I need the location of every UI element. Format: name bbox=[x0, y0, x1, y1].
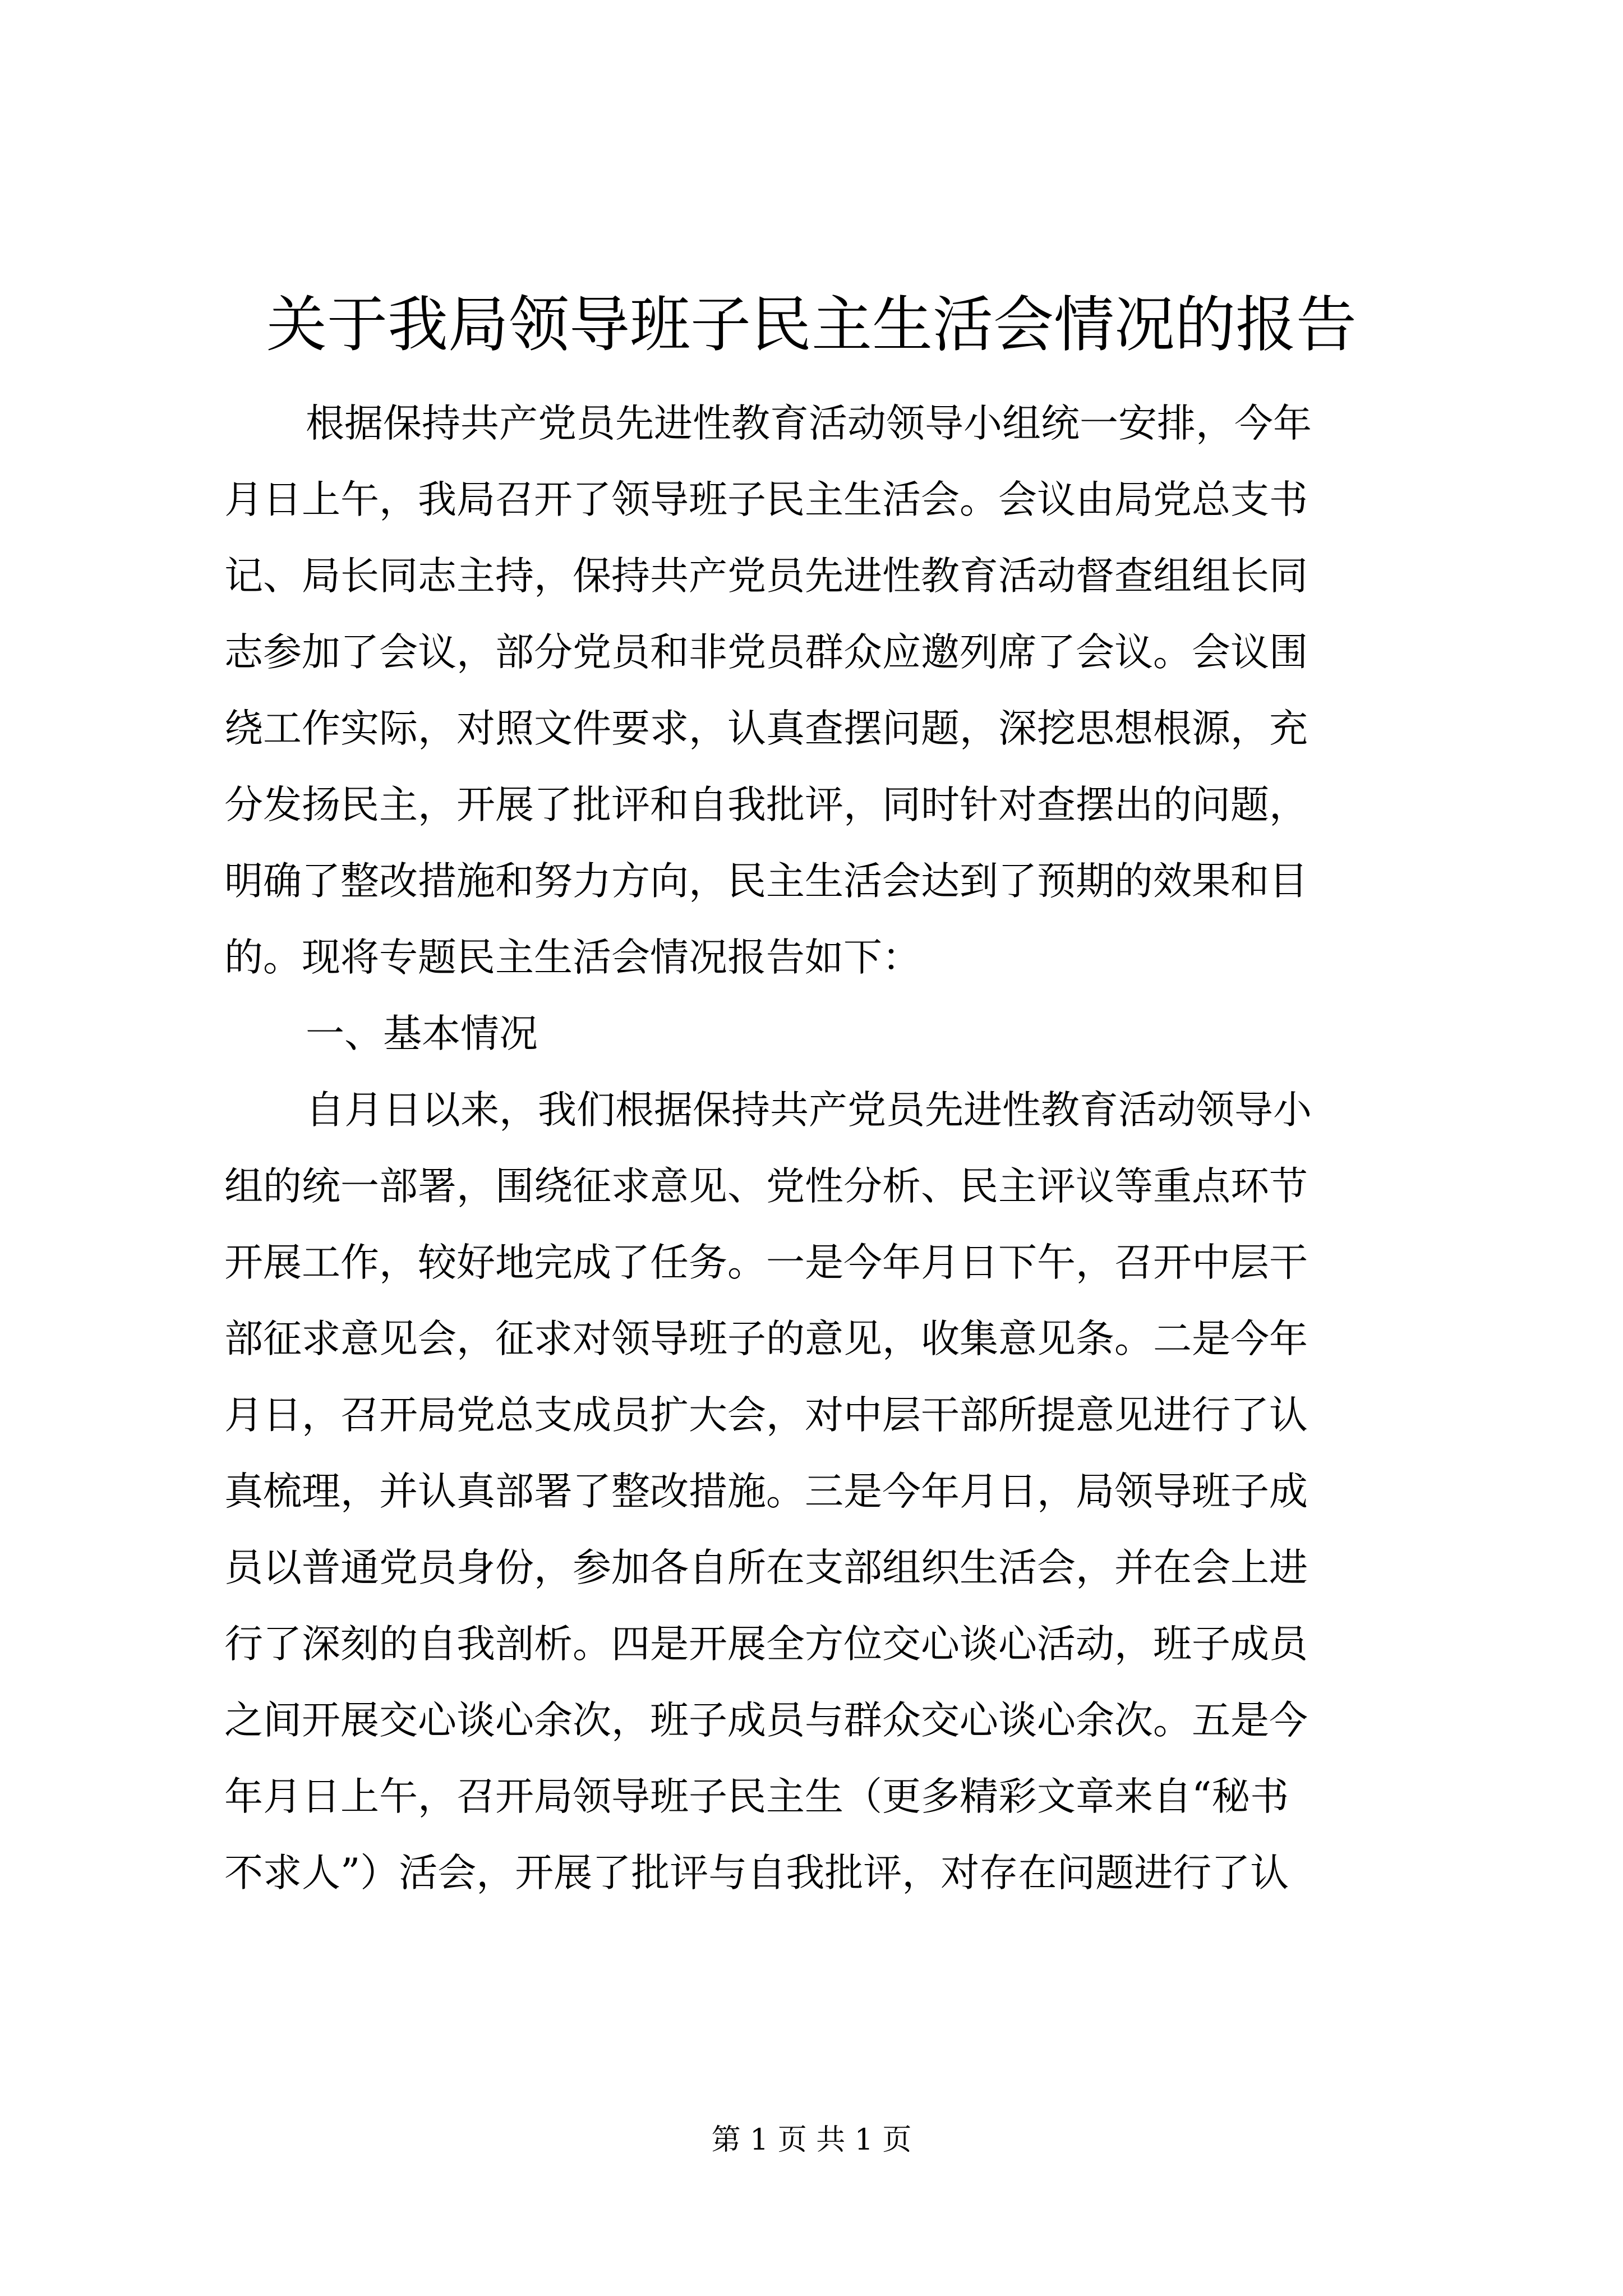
body-line-18: 之间开展交心谈心余次，班子成员与群众交心谈心余次。五是今 bbox=[224, 1698, 1308, 1743]
document-title: 关于我局领导班子民主生活会情况的报告 bbox=[266, 290, 1357, 360]
body-line-15: 真梳理，并认真部署了整改措施。三是今年月日，局领导班子成 bbox=[224, 1469, 1308, 1514]
body-line-10: 自月日以来，我们根据保持共产党员先进性教育活动领导小 bbox=[306, 1088, 1312, 1133]
body-line-16: 员以普通党员身份，参加各自所在支部组织生活会，并在会上进 bbox=[224, 1545, 1308, 1590]
body-line-6: 分发扬民主，开展了批评和自我批评，同时针对查摆出的问题， bbox=[224, 783, 1308, 827]
body-line-8: 的。现将专题民主生活会情况报告如下： bbox=[224, 935, 921, 980]
body-line-12: 开展工作，较好地完成了任务。一是今年月日下午，召开中层干 bbox=[224, 1240, 1308, 1285]
page-number-footer: 第 1 页 共 1 页 bbox=[711, 2123, 912, 2157]
body-line-2: 月日上午，我局召开了领导班子民主生活会。会议由局党总支书 bbox=[224, 477, 1308, 522]
body-line-3: 记、局长同志主持，保持共产党员先进性教育活动督查组组长同 bbox=[224, 554, 1308, 599]
body-line-4: 志参加了会议，部分党员和非党员群众应邀列席了会议。会议围 bbox=[224, 630, 1308, 675]
section-heading-basic-situation: 一、基本情况 bbox=[306, 1011, 538, 1056]
body-line-5: 绕工作实际，对照文件要求，认真查摆问题，深挖思想根源，充 bbox=[224, 706, 1308, 751]
body-line-20: 不求人”）活会，开展了批评与自我批评，对存在问题进行了认 bbox=[224, 1851, 1289, 1895]
body-line-13: 部征求意见会，征求对领导班子的意见，收集意见条。二是今年 bbox=[224, 1317, 1308, 1361]
body-line-17: 行了深刻的自我剖析。四是开展全方位交心谈心活动，班子成员 bbox=[224, 1622, 1308, 1667]
body-line-7: 明确了整改措施和努力方向，民主生活会达到了预期的效果和目 bbox=[224, 859, 1308, 904]
body-line-14: 月日，召开局党总支成员扩大会，对中层干部所提意见进行了认 bbox=[224, 1393, 1308, 1438]
body-line-19: 年月日上午，召开局领导班子民主生（更多精彩文章来自“秘书 bbox=[224, 1774, 1289, 1819]
body-line-1: 根据保持共产党员先进性教育活动领导小组统一安排，今年 bbox=[306, 401, 1312, 446]
body-line-11: 组的统一部署，围绕征求意见、党性分析、民主评议等重点环节 bbox=[224, 1164, 1308, 1209]
